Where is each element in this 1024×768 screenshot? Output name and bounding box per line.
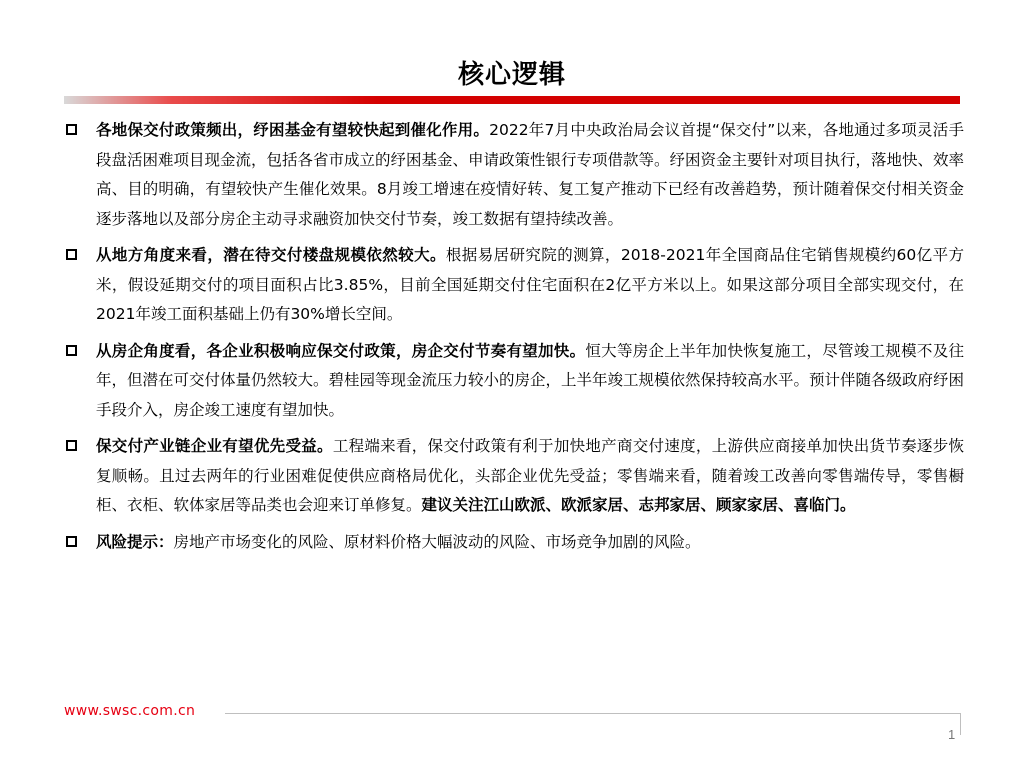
list-item (64, 337, 964, 426)
item-heading: 各地保交付政策频出，纾困基金有望较快起到催化作用。 (96, 121, 490, 139)
footer-corner-line (960, 713, 961, 735)
page-number: 1 (948, 727, 956, 742)
square-bullet-icon (66, 124, 77, 135)
footer-url: www.swsc.com.cn (64, 703, 196, 719)
item-heading: 风险提示： (96, 532, 174, 551)
footer-divider (225, 713, 960, 714)
page-title: 核心逻辑 (457, 60, 566, 90)
item-heading: 从地方角度来看，潜在待交付楼盘规模依然较大。 (96, 246, 446, 264)
title-divider (64, 96, 960, 104)
item-text: 根据易居研究院的测算，2018-2021年全国商品住宅销售规模约60亿平方米，假设延期交付的项目面积占比3.85%，目前全国延期交付住宅面积在2亿平方米以上。如果这部分项目全部实现交付，在2021年竣工面积基础上仍有30%增长空间。 (96, 246, 964, 323)
item-text: 恒大等房企上半年加快恢复施工，尽管竣工规模不及往年，但潜在可交付体量仍然较大。碧桂园等现金流压力较小的房企，上半年竣工规模依然保持较高水平。预计伴随各级政府纾困手段介入，房企竣工速度有望加快。 (96, 341, 965, 419)
item-text: 工程端来看，保交付政策有利于加快地产商交付速度，上游供应商接单加快出货节奏逐步恢复顺畅。且过去两年的行业困难促使供应商格局优化，头部企业优先受益；零售端来看，随着竣工改善向零售端传导，零售橱柜、衣柜、软体家居等品类也会迎来订单修复。 (96, 437, 964, 514)
square-bullet-icon (66, 345, 77, 356)
content-list (64, 116, 964, 564)
square-bullet-icon (66, 536, 77, 547)
list-item (64, 241, 964, 330)
item-bold-tail: 建议关注江山欧派、欧派家居、志邦家居、顾家家居、喜临门。 (421, 496, 856, 514)
list-item (64, 432, 964, 521)
item-heading: 从房企角度看，各企业积极响应保交付政策，房企交付节奏有望加快。 (96, 341, 586, 360)
item-text: 2022年7月中央政治局会议首提“保交付”以来，各地通过多项灵活手段盘活困难项目现金流，包括各省市成立的纾困基金、申请政策性银行专项借款等。纾困资金主要针对项目执行，落地快、效率高、目的明确，有望较快产生催化效果。8月竣工增速在疫情好转、复工复产推动下已经有改善趋势，预计随着保交付相关资金逐步落地以及部分房企主动寻求融资加快交付节奏，竣工数据有望持续改善。 (96, 121, 965, 228)
item-text: 房地产市场变化的风险、原材料价格大幅波动的风险、市场竞争加剧的风险。 (173, 532, 701, 551)
square-bullet-icon (66, 440, 77, 451)
list-item (64, 528, 964, 558)
list-item (64, 116, 964, 234)
square-bullet-icon (66, 249, 77, 260)
item-heading: 保交付产业链企业有望优先受益。 (96, 437, 333, 455)
